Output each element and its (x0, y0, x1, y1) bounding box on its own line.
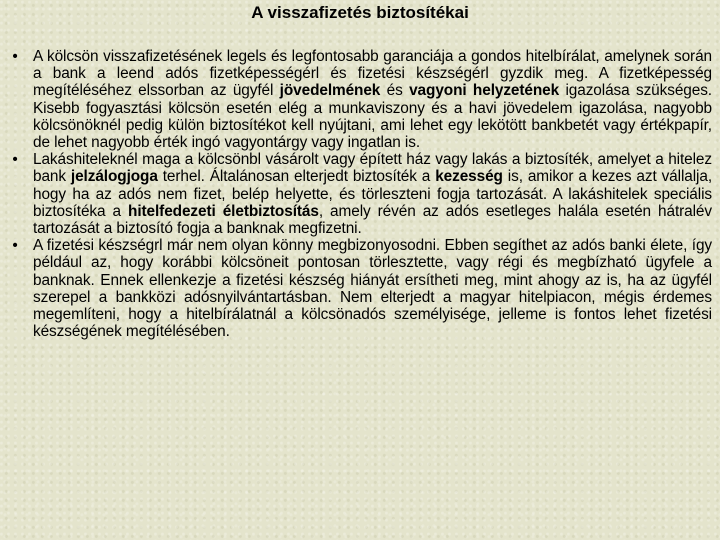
text-segment: is, amikor a kezes azt vállalja, hogy ha az adós nem fizet, belép helyette, és törleszteni fogja tartozását. A lakáshitelek speciális biztosítéka a (33, 168, 712, 220)
bullet-item (10, 151, 712, 237)
slide-title: A visszafizetés biztosítékai (251, 3, 469, 22)
text-segment: A kölcsön visszafizetésének legels és legfontosabb garanciája a gondos hitelbírálat, amelynek során a bank a leend adós fizetképességérl és fizetési készségérl gyzdik meg. A fizetképesség megítéléséhez elssorban az ügyfél (33, 48, 712, 100)
bullet-icon: • (12, 237, 18, 255)
bullet-item (10, 48, 712, 151)
bold-term: jövedelmének (279, 82, 381, 100)
bold-term: kezesség (435, 168, 503, 186)
bullet-list (10, 48, 712, 340)
text-segment: terhel. Általánosan elterjedt biztosíték a (157, 168, 436, 186)
text-segment: A fizetési készségrl már nem olyan könny megbizonyosodni. Ebben segíthet az adós banki élete, így például az, hogy korábbi kölcsöneit pontosan törlesztette, vagy régi és megbízható ügyfele a banknak. Ennek ellenkezje a fizetési készség hiányát ersítheti meg, mint ahogy az is, ha az ügyfél szerepel a bankközi adósnyilvántartásban. Nem elterjedt a magyar hitelpiacon, mégis érdemes megemlíteni, hogy a hitelbírálatnál a kölcsönadós személyisége, jelleme is fontos lehet fizetési készségének megítélésében. (33, 237, 712, 341)
text-segment: és (380, 82, 410, 100)
bold-term: hitelfedezeti életbiztosítás (128, 202, 319, 220)
text-segment: igazolása szükséges. Kisebb fogyasztási kölcsön esetén elég a munkaviszony és a havi jövedelem igazolása, nagyobb kölcsönöknél pedig külön biztosítékot kell nyújtani, ami lehet egy lekötött bankbetét vagy értékpapír, de lehet nagyobb érték ingó vagyontárgy vagy ingatlan is. (33, 82, 712, 152)
bullet-icon: • (12, 48, 18, 65)
bold-term: jelzálogjoga (70, 168, 158, 186)
bold-term: vagyoni helyzetének (409, 82, 560, 100)
text-segment: , amely révén az adós esetleges halála esetén hátralév tartozását a biztosító fogja a banknak megfizetni. (33, 202, 712, 238)
bullet-icon: • (12, 151, 18, 169)
text-segment: Lakáshiteleknél maga a kölcsönbl vásárolt vagy épített ház vagy lakás a biztosíték, amelyet a hitelez bank (33, 151, 712, 186)
bullet-item (10, 237, 712, 340)
